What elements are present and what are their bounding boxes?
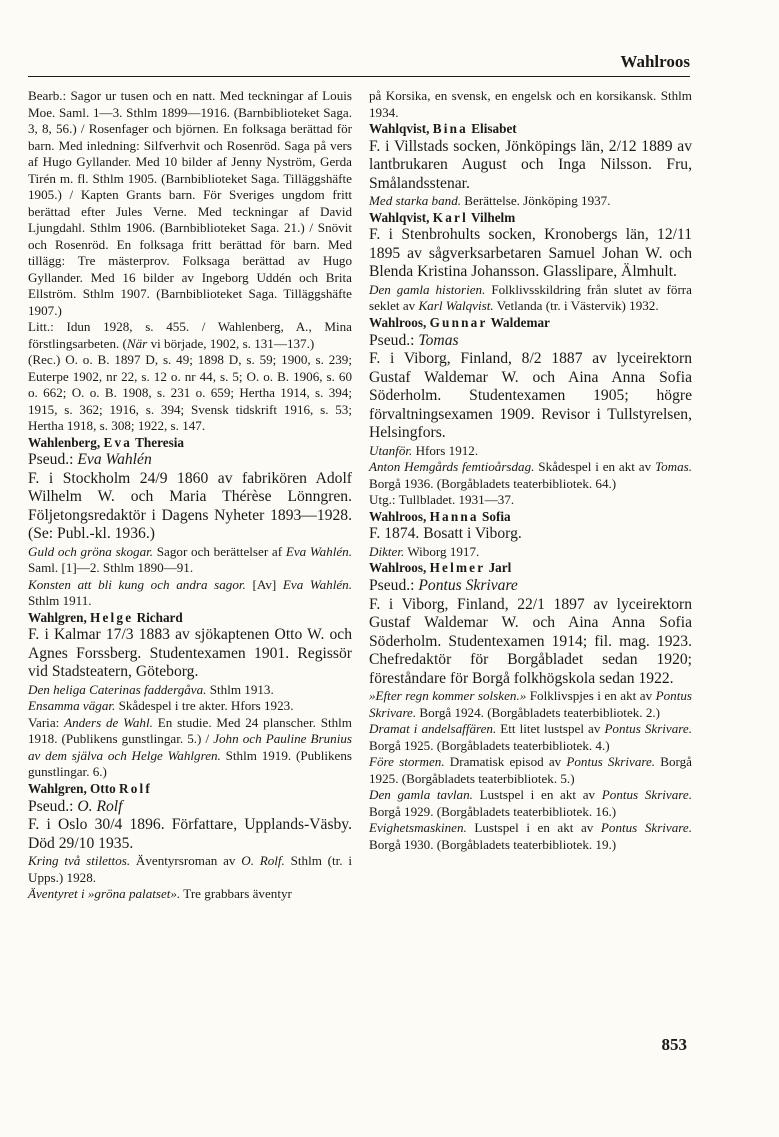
entry-work: Före stormen. Dramatisk episod av Pontus Skrivare. Borgå 1925. (Borgåbladets teaterbibliotek. 5.) [369,754,692,786]
entry-pseudonym: Pseud.: Tomas [369,331,459,349]
running-header [28,48,690,77]
entry-heading: Wahlroos, Hanna Sofia [369,508,511,524]
entry-work: Den gamla historien. Folklivsskildring från slutet av förra seklet av Karl Walqvist. Vetlanda (tr. i Västervik) 1932. [369,281,692,314]
entry-work: Guld och gröna skogar. Sagor och berättelser af Eva Wahlén. Saml. [1]—2. Sthlm 1890—91. [28,543,352,576]
entry-work: Med starka band. Berättelse. Jönköping 1937. [369,193,611,209]
entry-bio: F. i Stenbrohults socken, Kronobergs län, 12/11 1895 av sågverksarbetaren Samuel Johan W. och Blenda Kristina Johansson. Glasslipare, Älmhult. [369,226,692,281]
entry-work: Äventyret i »gröna palatset». Tre grabbars äventyr [28,886,292,902]
entry-work: Ensamma vägar. Skådespel i tre akter. Hfors 1923. [28,698,294,714]
entry-work: Den gamla tavlan. Lustspel i en akt av Pontus Skrivare. Borgå 1929. (Borgåbladets teaterbibliotek. 16.) [369,787,692,819]
entry-heading: Wahlenberg, Eva Theresia [28,434,184,450]
entry-work: Kring två stilettos. Äventyrsroman av O. Rolf. Sthlm (tr. i Upps.) 1928. [28,853,352,885]
entry-work: Varia: Anders de Wahl. En studie. Med 24 planscher. Sthlm 1918. (Publikens gunstlingar. 5.) / John och Pauline Brunius av dem själva och Helge Wahlgren. Sthlm 1919. (Publikens gunstlingar. 6.) [28,714,352,780]
right-column [369,88,692,853]
entry-work: Dikter. Wiborg 1917. [369,543,480,559]
entry-bio: F. i Kalmar 17/3 1883 av sjökaptenen Otto W. och Agnes Forssberg. Studentexamen 1901. Regissör vid Stadsteatern, Göteborg. [28,626,352,681]
entry-work: Dramat i andelsaffären. Ett litet lustspel av Pontus Skrivare. Borgå 1925. (Borgåbladets teaterbibliotek. 4.) [369,721,692,753]
entry-work: Den heliga Caterinas faddergåva. Sthlm 1913. [28,681,274,697]
entry-work: Utanför. Hfors 1912. [369,442,479,458]
entry-heading: Wahlroos, Helmer Jarl [369,560,512,576]
entry-heading: Wahlqvist, Karl Vilhelm [369,209,516,225]
entry-heading: Wahlqvist, Bina Elisabet [369,121,517,136]
entry-bio: F. i Villstads socken, Jönköpings län, 2/12 1889 av lantbrukaren August och Inga Nilsson. Fru, Smålandsstenar. [369,137,692,192]
entry-text: Litt.: Idun 1928, s. 455. / Wahlenberg, A., Mina förstlingsarbeten. (När vi började, 1902, s. 131—137.) [28,319,352,351]
entry-work: »Efter regn kommer solsken.» Folklivspjes i en akt av Pontus Skrivare. Borgå 1924. (Borgåbladets teaterbibliotek. 2.) [369,688,692,720]
entry-bio: F. 1874. Bosatt i Viborg. [369,525,522,543]
entry-pseudonym: Pseud.: O. Rolf [28,797,123,815]
entry-heading: Wahlgren, Otto Rolf [28,780,152,796]
entry-work: Anton Hemgårds femtioårsdag. Skådespel i en akt av Tomas. Borgå 1936. (Borgåbladets teaterbibliotek. 64.) [369,459,692,491]
entry-text: (Rec.) O. o. B. 1897 D, s. 49; 1898 D, s. 59; 1900, s. 239; Euterpe 1902, nr 22, s. 12 o. nr 44, s. 5; O. o. B. 1906, s. 60 o. 662; O. o. B. 1908, s. 231 o. 659; Hertha 1914, s. 394; 1915, s. 362; 1916, s. 394; Svensk tidskrift 1916, s. 53; Hertha 1918, s. 308; 1922, s. 147. [28,352,352,433]
page-number: 853 [661,1035,687,1054]
running-header-title: Wahlroos [620,52,690,71]
left-column [28,88,352,903]
entry-text: Bearb.: Sagor ur tusen och en natt. Med teckningar af Louis Moe. Saml. 1—3. Sthlm 1899—1916. (Barnbiblioteket Saga. 3, 8, 56.) / Rosenfager och björnen. En folksaga berättad för barn. Med inledning: Silfverhvit och Rosenröd. Saga på vers af Hugo Gyllander. Med 10 bilder af Jenny Nyström, Gerda Tirén m. fl. Sthlm 1905. (Barnbiblioteket Saga. Tilläggshäfte 1905.) / Kapten Grants barn. För Sveriges ungdom fritt berättad efter Jules Verne. Med teckningar af David Ljungdahl. Sthlm 1906. (Barnbiblioteket Saga. 21.) / Snövit och Rosenröd. En folksaga fritt berättad för barn. Med tillägg: Tre mästerprov. Folksaga berättad av Hugo Gyllander. Med 16 bilder av Ingeborg Uddén och Brita Ellström. Sthlm 1907. (Barnbiblioteket Saga. Tilläggshäfte 1907.) [28,88,352,318]
entry-bio: F. i Viborg, Finland, 8/2 1887 av lyceirektorn Gustaf Waldemar W. och Aina Anna Sofia Söderholm. Studentexamen 1905; högre förvaltningsexamen 1909. Revisor i Tullstyrelsen, Helsingfors. [369,350,692,442]
entry-work: Evighetsmaskinen. Lustspel i en akt av Pontus Skrivare. Borgå 1930. (Borgåbladets teaterbibliotek. 19.) [369,820,692,852]
entry-text: på Korsika, en svensk, en engelsk och en korsikansk. Sthlm 1934. [369,88,692,120]
entry-bio: F. i Stockholm 24/9 1860 av fabrikören Adolf Wilhelm W. och Maria Thérèse Lönngren. Följetongsredaktör i Dagens Nyheter 1893—1928. (Se: Publ.-kl. 1936.) [28,469,352,543]
entry-pseudonym: Pseud.: Eva Wahlén [28,451,152,469]
entry-pseudonym: Pseud.: Pontus Skrivare [369,577,518,595]
entry-bio: F. i Oslo 30/4 1896. Författare, Upplands-Väsby. Död 29/10 1935. [28,816,352,852]
entry-heading: Wahlroos, Gunnar Waldemar [369,314,550,330]
entry-work: Konsten att bli kung och andra sagor. [Av] Eva Wahlén. Sthlm 1911. [28,576,352,609]
entry-bio: F. i Viborg, Finland, 22/1 1897 av lyceirektorn Gustaf Waldemar W. och Aina Anna Sofia Söderholm. Studentexamen 1914; fil. mag. 1923. Chefredaktör för Borgåbladet sedan 1920; föreståndare för Borgå folkhögskola sedan 1922. [369,595,692,687]
entry-heading: Wahlgren, Helge Richard [28,609,183,625]
entry-text: Utg.: Tullbladet. 1931—37. [369,492,515,508]
